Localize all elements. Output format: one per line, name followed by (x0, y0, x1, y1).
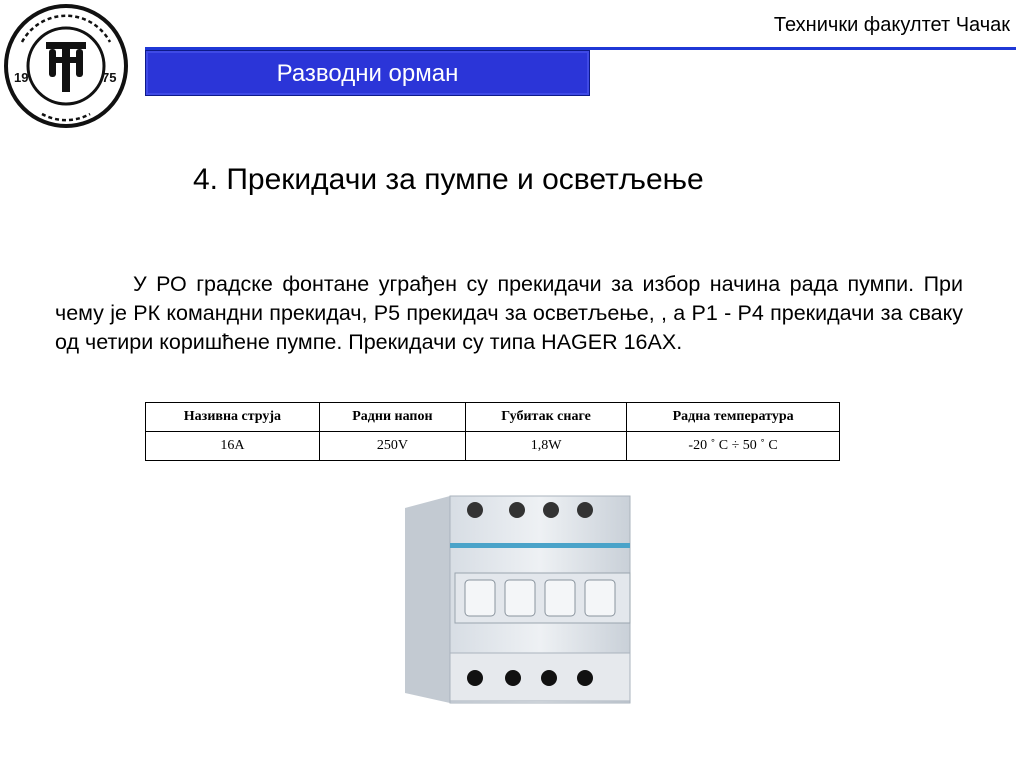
tf-emblem-icon (46, 42, 86, 92)
institution-name: Технички факултет Чачак (773, 14, 1010, 36)
section-heading: 4. Прекидачи за пумпе и осветљење (193, 163, 704, 196)
table-header-row (146, 403, 840, 432)
logo-year-left: 19 (14, 70, 29, 85)
logo-year-right: 75 (102, 70, 117, 85)
column-header: Називна струја (146, 403, 320, 432)
banner-title: Разводни орман (276, 60, 459, 87)
table-cell: 16A (146, 432, 320, 461)
column-header: Радни напон (319, 403, 465, 432)
table-row (146, 432, 840, 461)
table-cell: 250V (319, 432, 465, 461)
specifications-table (145, 402, 840, 461)
body-paragraph (55, 270, 963, 357)
column-header: Радна температура (627, 403, 840, 432)
faculty-logo (2, 2, 130, 130)
paragraph-text: У РО градске фонтане уграђен су прекидачи за избор начина рада пумпи. При чему је РК командни прекидач, Р5 прекидач за осветљење, , а Р1 - Р4 прекидачи за сваку од четири коришћене пумпе. Прекидачи су типа HAGER 16AX. (55, 272, 963, 354)
table-cell: 1,8W (465, 432, 626, 461)
title-banner (145, 50, 590, 96)
circuit-breaker-image (395, 488, 635, 713)
column-header: Губитак снаге (465, 403, 626, 432)
table-cell: -20 ˚ C ÷ 50 ˚ C (627, 432, 840, 461)
